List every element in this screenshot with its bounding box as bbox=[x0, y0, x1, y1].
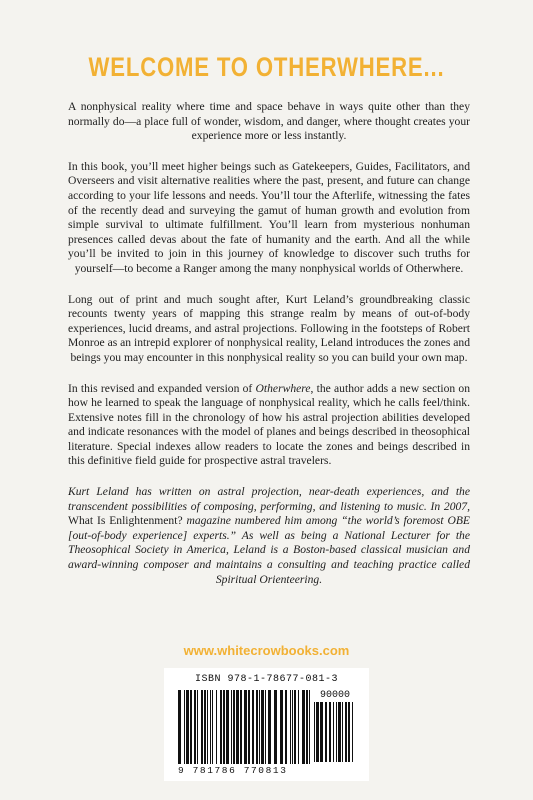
paragraph-4-rest: , the author adds a new section on how he learned to speak the language of nonphysical reality, which he calls feel/think. Extensive notes fill in the chronology of how his astral projection abilities developed and indicate resonances with the model of planes and beings described in theosophical literature. Special indexes allow readers to locate the zones and beings described in this definitive field guide for prospective astral travelers. bbox=[68, 381, 470, 468]
barcode-bar bbox=[348, 702, 350, 762]
barcode-main-bars bbox=[178, 690, 310, 764]
barcode-bar bbox=[265, 690, 266, 764]
barcode-bar bbox=[298, 690, 299, 764]
barcode-bar bbox=[342, 702, 343, 762]
isbn-barcode bbox=[164, 668, 369, 781]
barcode-bar bbox=[294, 690, 296, 764]
barcode-bar bbox=[268, 690, 271, 764]
barcode-bar bbox=[186, 690, 189, 764]
barcode-bar bbox=[233, 690, 235, 764]
barcode-bar bbox=[325, 702, 327, 762]
barcode-bar bbox=[333, 702, 334, 762]
barcode-bar bbox=[309, 690, 310, 764]
barcode-bar bbox=[259, 690, 260, 764]
barcode-bar bbox=[329, 702, 331, 762]
barcode-bar bbox=[231, 690, 232, 764]
book-title-italic: Otherwhere bbox=[255, 381, 311, 395]
barcode-bar bbox=[302, 690, 305, 764]
bio-rest: magazine numbered him among “the world’s foremost OBE [out-of-body experience] experts.” As well as being a National Lecturer for the Theosophical Society in America, Leland is a Boston-based classical musician and award-winning composer and maintains a consulting and teaching practice called Spiritual Orienteering. bbox=[68, 514, 471, 586]
barcode-bar bbox=[274, 690, 277, 764]
barcode-bar bbox=[201, 690, 203, 764]
paragraph-4-lead: In this revised and expanded version of bbox=[68, 381, 256, 395]
blurb-paragraph-1: A nonphysical reality where time and space behave in ways quite other than they normally do—a place full of wonder, wisdom, and danger, where thought creates your experience more or less instantly. bbox=[68, 100, 470, 143]
cover-heading: WELCOME TO OTHERWHERE... bbox=[88, 52, 445, 82]
barcode-bar bbox=[345, 702, 347, 762]
barcode-bar bbox=[216, 690, 217, 764]
blurb-paragraph-4 bbox=[68, 382, 470, 470]
barcode-addon-bars bbox=[314, 702, 356, 762]
barcode-digits: 9 781786 770813 bbox=[178, 765, 288, 776]
barcode-bar bbox=[197, 690, 198, 764]
barcode-bar bbox=[207, 690, 208, 764]
barcode-bar bbox=[306, 690, 308, 764]
barcode-bar bbox=[194, 690, 196, 764]
barcode-bar bbox=[204, 690, 206, 764]
blurb-paragraph-3: Long out of print and much sought after, Kurt Leland’s groundbreaking classic recounts twenty years of mapping this strange realm by means of out-of-body experiences, lucid dreams, and astral projections. Following in the footsteps of Robert Monroe as an intrepid explorer of nonphysical reality, Leland introduces the zones and beings you may encounter in this nonphysical reality so you can build your own map. bbox=[68, 292, 470, 364]
magazine-name: What Is Enlightenment? bbox=[68, 514, 183, 528]
barcode-bar bbox=[352, 702, 353, 762]
isbn-label: ISBN 978-1-78677-081-3 bbox=[194, 674, 339, 685]
barcode-bar bbox=[256, 690, 258, 764]
barcode-bar bbox=[316, 702, 319, 762]
barcode-bar bbox=[248, 690, 250, 764]
barcode-bar bbox=[190, 690, 192, 764]
barcode-bar bbox=[314, 702, 315, 762]
barcode-bar bbox=[285, 690, 287, 764]
barcode-bar bbox=[338, 702, 341, 762]
blurb-paragraph-2: In this book, you’ll meet higher beings such as Gatekeepers, Guides, Facilitators, and Overseers and visit alternative realities where the past, present, and future can change according to your life lessons and needs. You’ll tour the Afterlife, witnessing the fates of the recently dead and surveying the gamut of human growth and evolution from simple survival to ultimate fulfillment. You’ll learn from mysterious nonhuman presences called devas about the fate of humanity and the earth. And all the while you’ll be invited to join in this journey of knowledge to discover such truths for yourself—to become a Ranger among the many nonphysical worlds of Otherwhere. bbox=[68, 159, 470, 275]
barcode-bar bbox=[184, 690, 185, 764]
barcode-bar bbox=[320, 702, 323, 762]
barcode-bar bbox=[226, 690, 229, 764]
author-bio bbox=[68, 485, 470, 587]
barcode-bar bbox=[290, 690, 291, 764]
blurb-body bbox=[68, 100, 470, 603]
barcode-bar bbox=[240, 690, 242, 764]
barcode-bar bbox=[220, 690, 222, 764]
barcode-bar bbox=[336, 702, 337, 762]
barcode-bar bbox=[210, 690, 211, 764]
barcode-bar bbox=[252, 690, 254, 764]
barcode-bar bbox=[280, 690, 283, 764]
barcode-bar bbox=[292, 690, 293, 764]
barcode-addon-number: 90000 bbox=[319, 690, 350, 701]
barcode-bar bbox=[212, 690, 213, 764]
barcode-bar bbox=[236, 690, 239, 764]
bio-lead: Kurt Leland has written on astral projection, near-death experiences, and the transcendent possibilities of composing, performing, and listening to music. In 2007, bbox=[68, 485, 470, 513]
publisher-url[interactable]: www.whitecrowbooks.com bbox=[183, 643, 350, 658]
barcode-bar bbox=[261, 690, 264, 764]
barcode-bar bbox=[244, 690, 247, 764]
barcode-bar bbox=[223, 690, 225, 764]
barcode-bar bbox=[178, 690, 181, 764]
